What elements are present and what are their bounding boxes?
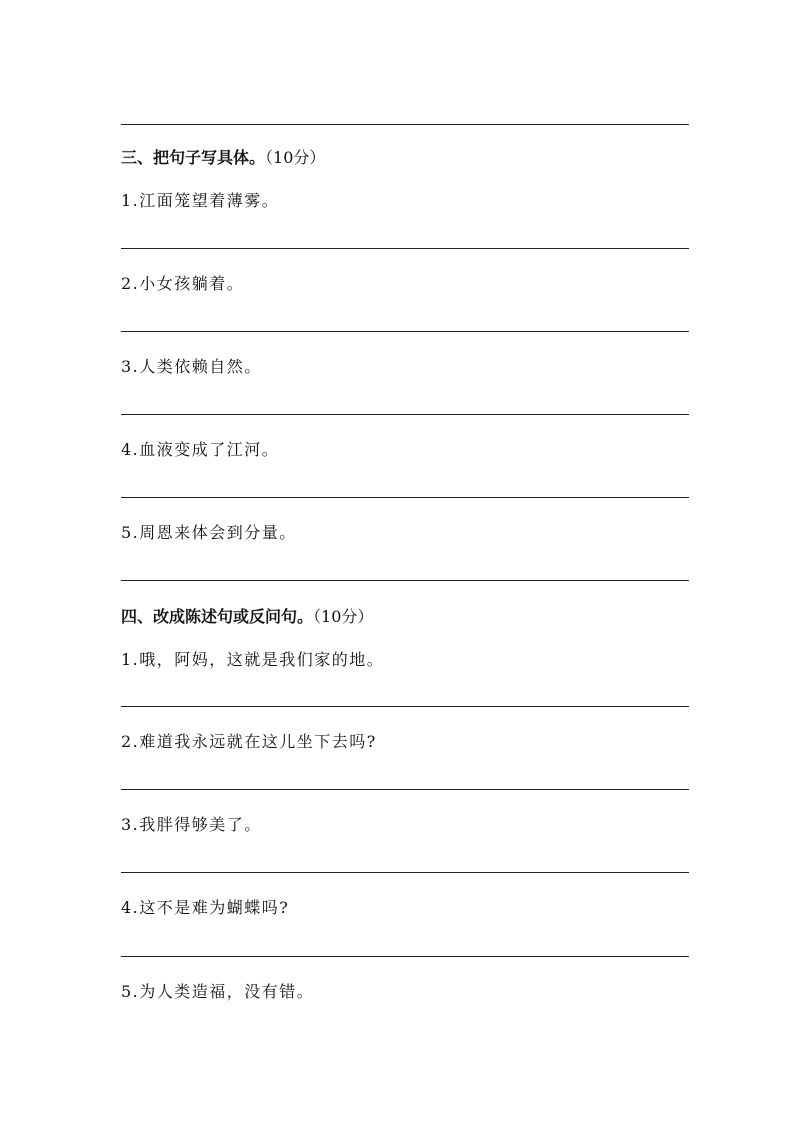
section-3-score: （10分）: [265, 148, 326, 167]
section-4-question-2: 2.难道我永远就在这儿坐下去吗?: [121, 732, 377, 751]
answer-line: [121, 414, 689, 415]
section-3-question-3: 3.人类依赖自然。: [121, 357, 262, 376]
section-4-score: （10分）: [313, 607, 374, 626]
section-4-heading: [121, 607, 373, 627]
section-4-question-3: 3.我胖得够美了。: [121, 815, 262, 834]
section-3-question-1: 1.江面笼望着薄雾。: [121, 191, 280, 210]
answer-line: [121, 872, 689, 873]
section-3-heading: [121, 148, 325, 168]
section-4-question-5: 5.为人类造福，没有错。: [121, 982, 315, 1001]
answer-line: [121, 124, 689, 125]
answer-line: [121, 706, 689, 707]
answer-line: [121, 789, 689, 790]
answer-line: [121, 248, 689, 249]
section-4-question-1: 1.哦，阿妈，这就是我们家的地。: [121, 650, 385, 669]
section-4-title: 四、改成陈述句或反问句。: [121, 607, 314, 626]
answer-line: [121, 331, 689, 332]
section-3-question-2: 2.小女孩躺着。: [121, 274, 245, 293]
section-4-question-4: 4.这不是难为蝴蝶吗?: [121, 898, 290, 917]
answer-line: [121, 956, 689, 957]
section-3-question-5: 5.周恩来体会到分量。: [121, 523, 297, 542]
answer-line: [121, 497, 689, 498]
section-3-question-4: 4.血液变成了江河。: [121, 440, 280, 459]
section-3-title: 三、把句子写具体。: [121, 148, 266, 167]
answer-line: [121, 580, 689, 581]
